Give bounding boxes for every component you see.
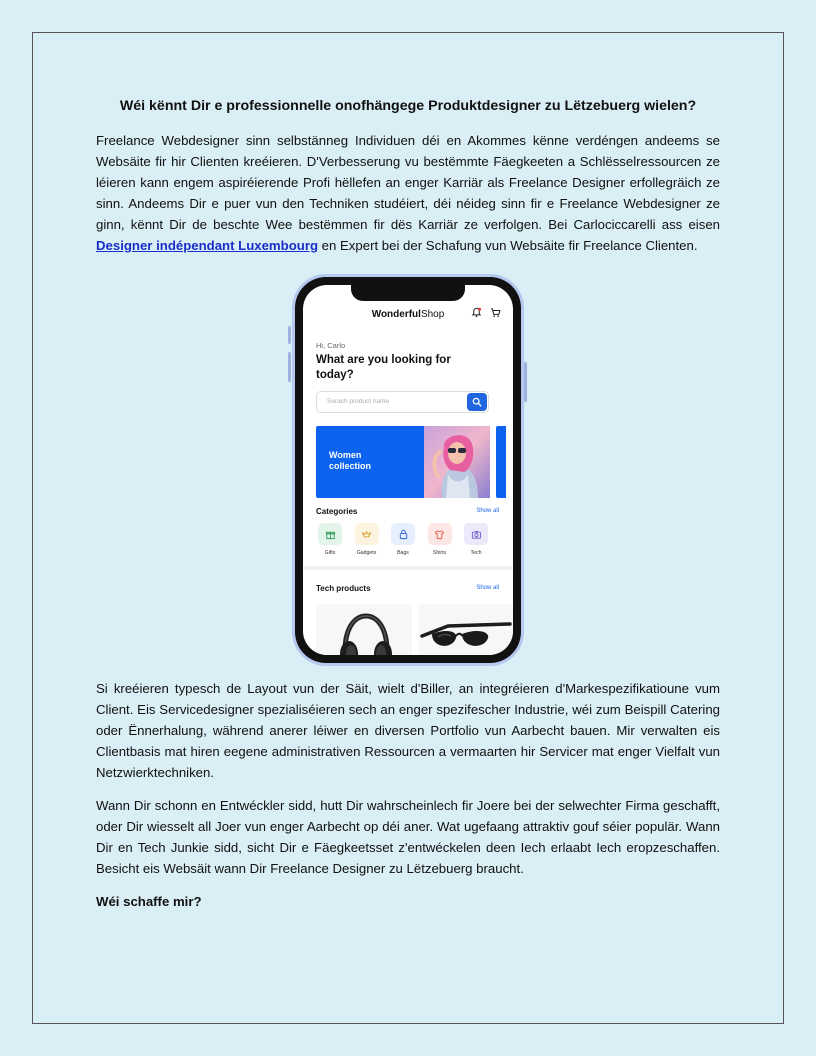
crown-icon	[361, 529, 372, 540]
phone-screen	[303, 285, 513, 655]
document-body	[96, 96, 720, 924]
category-gadgets[interactable]	[353, 523, 381, 556]
category-icon-box	[355, 523, 379, 545]
shop-logo-bold: Wonderful	[371, 309, 421, 320]
page-title: Wéi kënnt Dir e professionnelle onofhängege Produktdesigner zu Lëtzebuerg wielen?	[119, 98, 697, 114]
headphones-image	[316, 604, 412, 655]
category-list	[316, 523, 490, 556]
paragraph-developer: Wann Dir schonn en Entwéckler sidd, hutt Dir wahrscheinlech fir Joere bei der selwechter Firma geschafft, oder Dir wiesselt all Joer vun enger Aarbecht op déi aner. Wat ugefaang attraktiv gouf séier populär. Wann Dir en Tech Junkie sidd, sicht Dir e Fäegkeetsset z'entwéckelen deen Iech erlaabt Iech eropzeschaffen. Besicht eis Websäit wann Dir Freelance Designer zu Lëtzebuerg braucht.	[96, 798, 720, 876]
categories-show-all-link[interactable]: Show all	[476, 508, 499, 514]
search-field[interactable]	[316, 391, 489, 413]
app-question-heading: What are you looking for today?	[316, 354, 451, 381]
paragraph-intro	[96, 130, 720, 256]
subheading-how-we-work: Wéi schaffe mir?	[96, 894, 202, 909]
designer-luxembourg-link[interactable]: Designer indépendant Luxembourg	[96, 238, 319, 253]
category-gifts[interactable]	[316, 523, 344, 556]
phone-notch	[351, 285, 465, 301]
category-icon-box	[464, 523, 488, 545]
category-label: Tech	[470, 550, 482, 556]
paragraph-intro-tail: en Expert bei der Schafung vun Websäite fir Freelance Clienten.	[318, 238, 698, 253]
category-label: Gifts	[324, 550, 336, 556]
shopping-cart-icon[interactable]	[490, 307, 501, 318]
search-button[interactable]	[467, 393, 487, 411]
paragraph-layout: Si kreéieren typesch de Layout vun der Säit, wielt d'Biller, an integréieren d'Markespezifikatioune vum Client. Eis Servicedesigner spezialiséieren sech an enger spezifescher Industrie, wéi zum Beispill Catering oder Ënnerhalung, während anerer léiwer en diversen Portfolio vun Aarbecht bauen. Mir verwalten eis Clientbasis mat hiren eegene administrativen Ressourcen a vermaarten hir Servicer mat enger Vielfalt vun Netzwierktechniken.	[96, 681, 720, 780]
tech-products-title: Tech products	[316, 584, 371, 593]
category-icon-box	[391, 523, 415, 545]
section-divider	[303, 566, 513, 570]
banner-title: Women collection	[329, 450, 372, 471]
header-icons	[471, 307, 501, 318]
category-icon-box	[428, 523, 452, 545]
phone-bezel	[295, 277, 521, 663]
shop-logo-light: Shop	[420, 309, 445, 320]
search-placeholder: Serach product name	[327, 398, 390, 405]
category-label: Shirts	[432, 550, 447, 556]
category-label: Gadgets	[356, 550, 377, 556]
category-icon-box	[318, 523, 342, 545]
paragraph-intro-text: Freelance Webdesigner sinn selbstänneg Individuen déi en Akommes kënne verdéngen andeems se Websäite fir hir Clienten kreéieren. D'Verbesserung vu bestëmmte Fäegkeeten a Schlësselressourcen ze léieren kann engem aspiréierende Profi hëllefen an enger Karriär als Freelance Designer erfollegräich ze sinn. Andeems Dir e puer vun den Techniken studéiert, déi néideg sinn fir e Freelance Webdesigner ze ginn, kënnt Dir de beschte Wee bestëmmen fir dës Karriär ze verfolgen. Bei Carlociccarelli ass eisen	[96, 133, 720, 232]
gift-icon	[325, 529, 336, 540]
category-label: Bags	[397, 550, 409, 556]
model-photo	[424, 426, 490, 498]
category-bags[interactable]	[389, 523, 417, 556]
category-tech[interactable]	[462, 523, 490, 556]
category-shirts[interactable]	[426, 523, 454, 556]
product-card-sunglasses[interactable]	[418, 604, 513, 655]
bag-icon	[398, 529, 409, 540]
greeting-text: Hi, Carlo	[316, 341, 346, 350]
shirt-icon	[434, 529, 445, 540]
camera-icon	[471, 529, 482, 540]
sunglasses-image	[418, 604, 513, 655]
tech-show-all-link[interactable]: Show all	[476, 585, 499, 591]
phone-side-button	[288, 352, 291, 382]
phone-mockup-figure	[96, 268, 720, 668]
categories-title: Categories	[316, 507, 358, 516]
next-banner-peek[interactable]	[496, 426, 506, 498]
search-icon	[472, 397, 482, 407]
phone-side-button	[524, 362, 527, 402]
promo-banner[interactable]	[316, 426, 490, 498]
phone-mockup	[292, 274, 524, 666]
notification-bell-icon[interactable]	[471, 307, 482, 318]
phone-side-button	[288, 326, 291, 344]
product-card-headphones[interactable]	[316, 604, 412, 655]
